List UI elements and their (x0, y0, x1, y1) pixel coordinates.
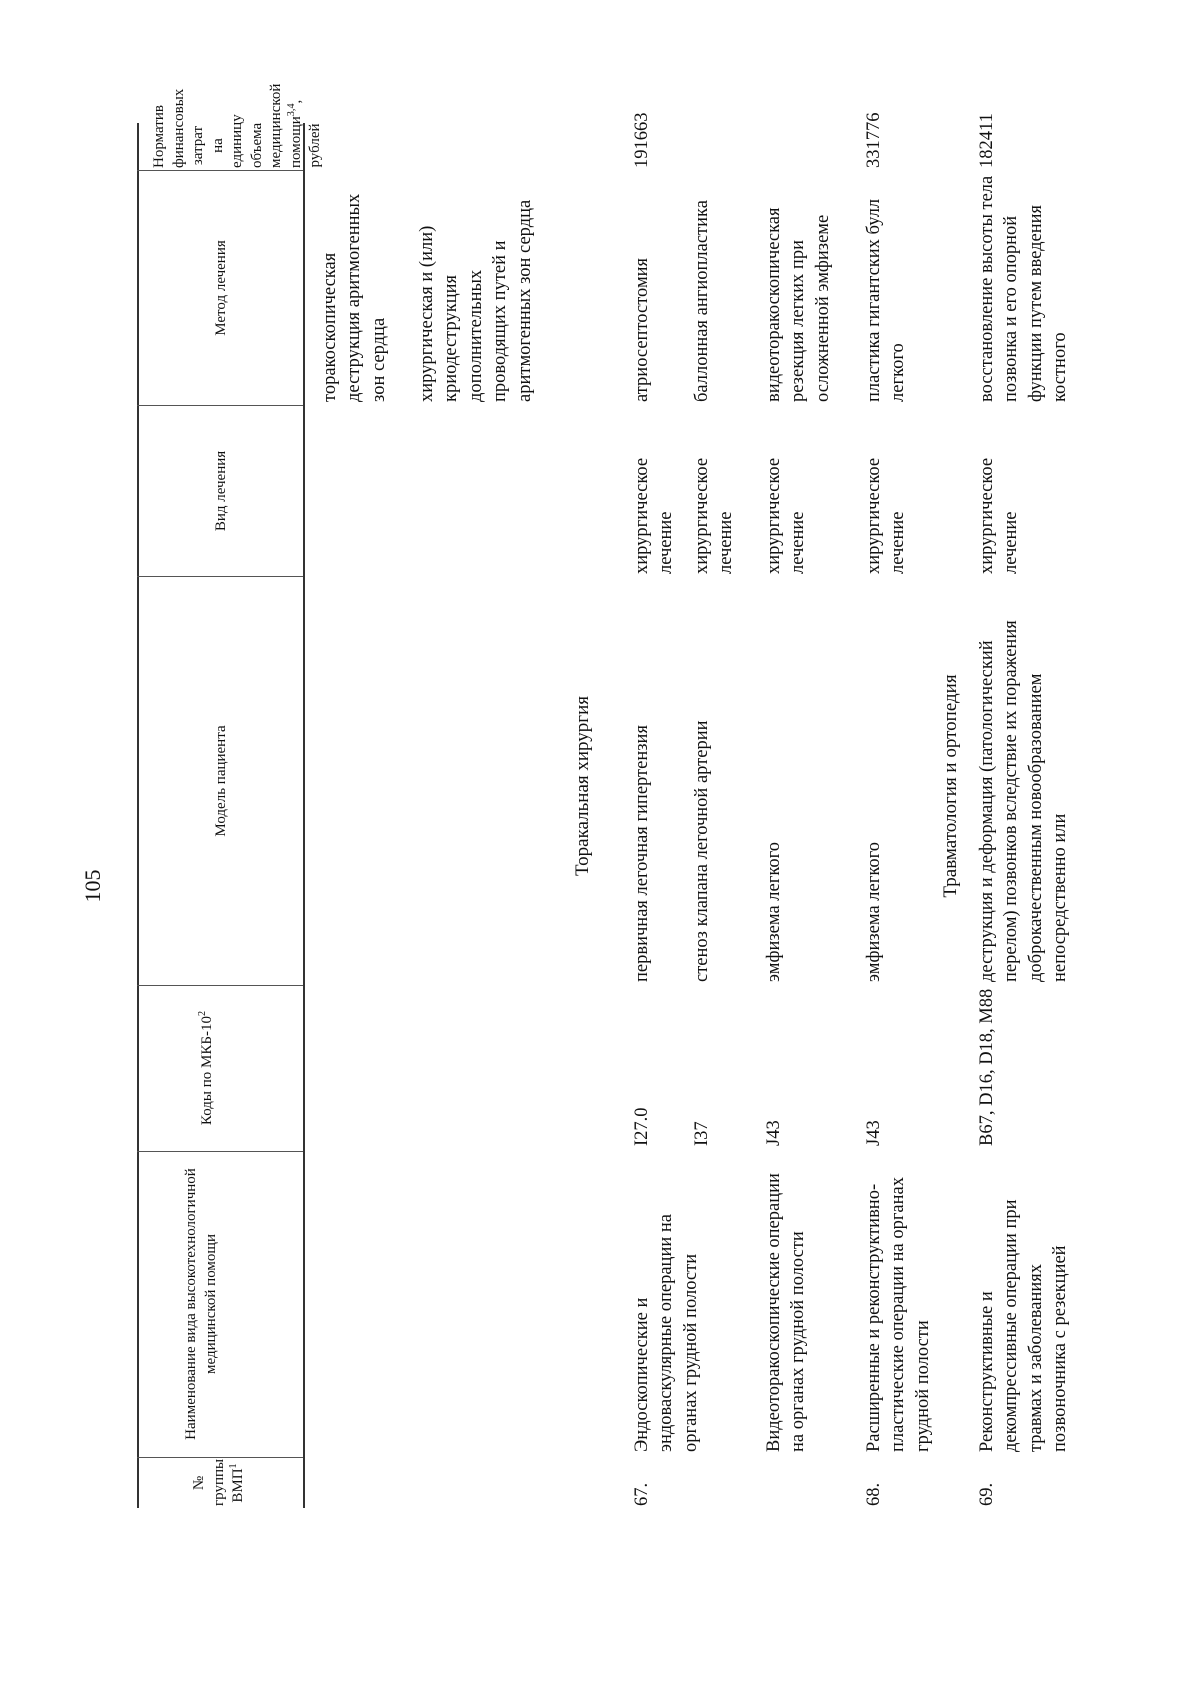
col-divider-2 (137, 1151, 303, 1152)
treatment-method-cell: восстановление высоты тела позвонка и его опорной функции путем введения костного (977, 175, 1071, 402)
col-divider-6 (137, 170, 303, 171)
treatment-type-cell: хирургическое лечение (764, 457, 809, 574)
icd-code-cell: J43 (864, 1120, 884, 1146)
treatment-method-cell: торакоскопическая деструкция аритмогенных зон сердца (320, 193, 389, 402)
section-heading: Торакальная хирургия (572, 696, 593, 877)
vmp-name-cell: Видеоторакоскопические операции на органах грудной полости (764, 1173, 809, 1452)
section-heading: Травматология и ортопедия (940, 674, 961, 898)
header-top-rule (137, 123, 139, 1508)
vmp-name-cell: Реконструктивные и декомпрессивные операции при травмах и заболеваниях позвоночника с резекцией (977, 1199, 1071, 1452)
patient-model-cell: эмфизема легкого (864, 841, 884, 982)
icd-code-cell: I27.0 (632, 1107, 652, 1146)
cost-norm-cell: 182411 (977, 113, 997, 168)
vmp-name-cell: Эндоскопические и эндоваскулярные операции на органах грудной полости (632, 1214, 701, 1452)
patient-model-cell: стеноз клапана легочной артерии (692, 720, 712, 982)
col-divider-1 (137, 1457, 303, 1458)
header-patient-model: Модель пациента (213, 725, 229, 837)
header-icd-codes: Коды по МКБ-$10^2$ (197, 1010, 215, 1126)
icd-code-cell: J43 (764, 1120, 784, 1146)
treatment-type-cell: хирургическое лечение (692, 457, 737, 574)
group-number-cell: 69. (977, 1482, 997, 1506)
patient-model-cell: деструкция и деформация (патологический перелом) позвонков вследствие их поражения доброкачественным новообразованием непосредственно или (977, 620, 1071, 982)
treatment-method-cell: видеоторакоскопическая резекция легких при осложненной эмфиземе (764, 207, 833, 402)
treatment-method-cell: хирургическая и (или) криодеструкция дополнительных проводящих путей и аритмогенных зон сердца (417, 199, 535, 402)
treatment-method-cell: баллонная ангиопластика (692, 200, 712, 402)
treatment-type-cell: хирургическое лечение (632, 457, 677, 574)
col-divider-3 (137, 985, 303, 986)
header-treatment-method: Метод лечения (213, 240, 229, 336)
header-treatment-type: Вид лечения (213, 450, 229, 532)
treatment-type-cell: хирургическое лечение (977, 457, 1022, 574)
treatment-type-cell: хирургическое лечение (864, 457, 909, 574)
col-divider-5 (137, 405, 303, 406)
vmp-name-cell: Расширенные и реконструктивно-пластические операции на органах грудной полости (864, 1177, 933, 1452)
cost-norm-cell: 191663 (632, 112, 652, 168)
cost-norm-cell: 331776 (864, 112, 884, 168)
header-cost-norm: Норматив финансовых затрат на единицу объема медицинской помощи$^{3,4}$, рублей (151, 83, 323, 168)
col-divider-4 (137, 576, 303, 577)
page-number: 105 (80, 869, 105, 903)
treatment-method-cell: пластика гигантских булл легкого (864, 198, 909, 402)
treatment-method-cell: атриосептостомия (632, 257, 652, 402)
icd-code-cell: I37 (692, 1121, 712, 1146)
group-number-cell: 68. (864, 1482, 884, 1506)
header-vmp-name: Наименование вида высокотехнологичной медицинской помощи (183, 1168, 219, 1440)
header-group-number: № группы ВМП$^1$ (191, 1458, 246, 1506)
group-number-cell: 67. (632, 1482, 652, 1506)
patient-model-cell: эмфизема легкого (764, 841, 784, 982)
patient-model-cell: первичная легочная гипертензия (632, 725, 652, 982)
header-bottom-rule (303, 123, 305, 1508)
icd-code-cell: B67, D16, D18, M88 (977, 988, 997, 1146)
